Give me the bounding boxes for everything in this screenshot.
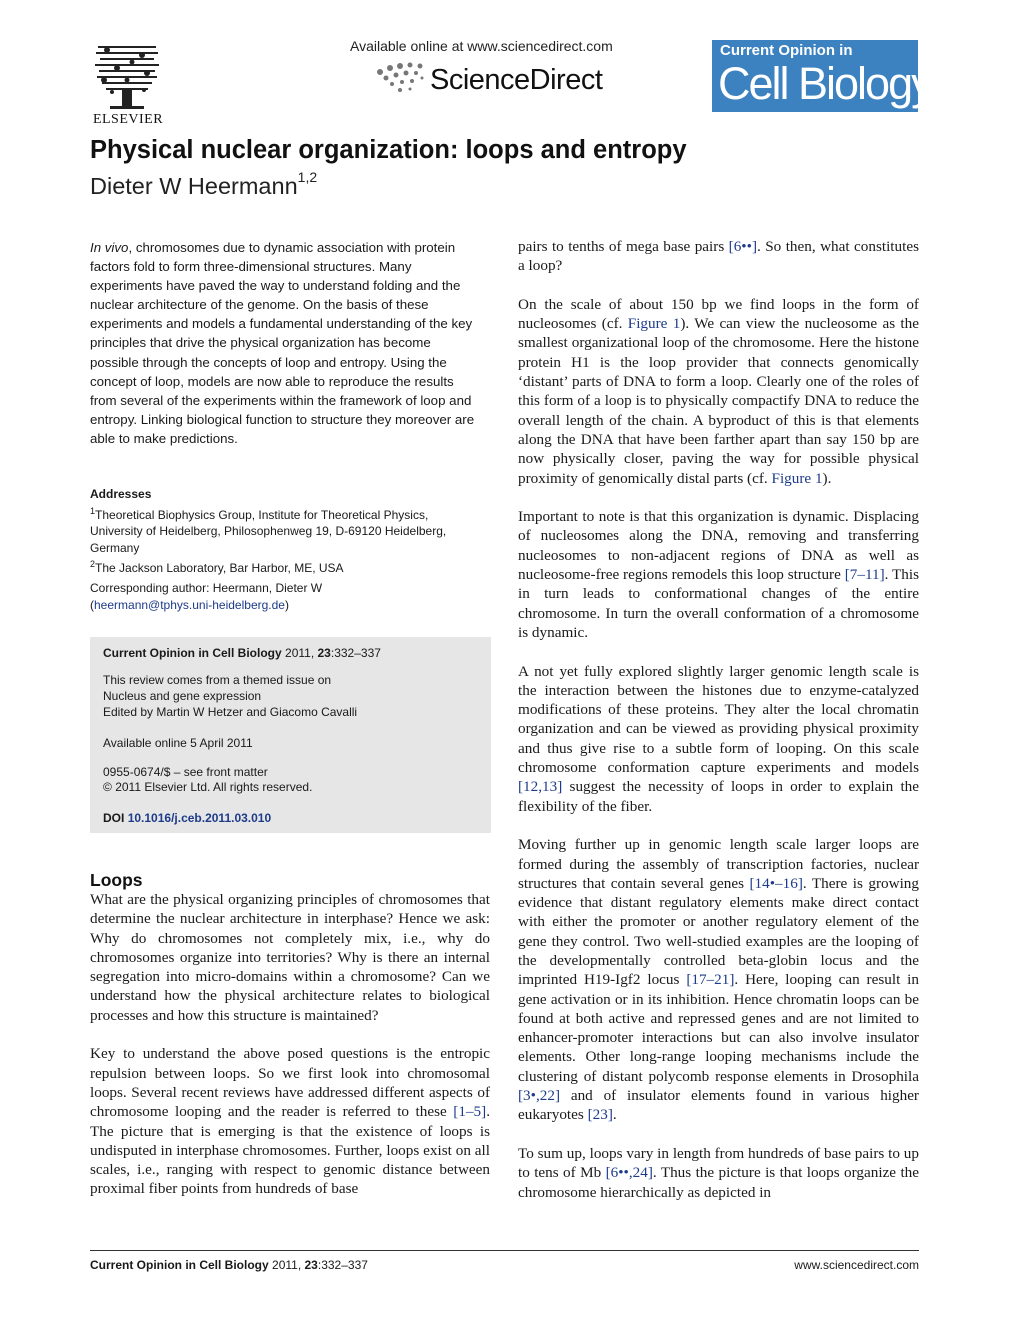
footer-url[interactable]: www.sciencedirect.com [794, 1258, 919, 1272]
abstract [90, 238, 482, 448]
issn-line: 0955-0674/$ – see front matter [103, 765, 268, 779]
doi-line: DOI 10.1016/j.ceb.2011.03.010 [103, 811, 272, 825]
author-name: Dieter W Heermann [90, 173, 298, 199]
left-column-body [90, 890, 490, 1218]
paragraph: Important to note is that this organization is dynamic. Displacing of nucleosomes along the DNA, removing and transferring nucleosomes to non-adjacent regions of DNA as well as nucleosome-free regions remodels this loop structure [7–11]. This in turn leads to conformational changes of the entire chromosome. In turn the overall conformation of a chromosome is dynamic. [518, 508, 920, 641]
addresses-heading: Addresses [90, 487, 152, 501]
citation-line: Current Opinion in Cell Biology 2011, 23:332–337 [103, 646, 381, 660]
paragraph: On the scale of about 150 bp we find loops in the form of nucleosomes (cf. Figure 1). We can view the nucleosome as the smallest organizational loop of the chromosome. Here the histone protein H1 is the loop provider that connects genomically ‘distant’ parts of DNA to form a loop. Clearly one of the roles of this form of a loop is to physically compactify DNA to reduce the overall length of the chain. A byproduct of this is that elements along the DNA that have been farther apart than say 150 bp are now physically closer, paving the way for possible physical proximity of genomically distal parts (cf. Figure 1). [518, 295, 919, 487]
paragraph: Key to understand the above posed questions is the entropic repulsion between loops. So we first look into chromosomal loops. Several recent reviews have addressed different aspects of chromosome looping and the reader is referred to these [1–5]. The picture that is emerging is that the existence of loops is undisputed in interphase chromosomes. Further, loops exist on all scales, i.e., ranging with respect to genomic distance between proximal fiber points from hundreds of base [90, 1045, 490, 1198]
footer-rule [90, 1250, 919, 1251]
address-item: $^2$The Jackson Laboratory, Bar Harbor, ME, USA [90, 559, 344, 575]
reference-link[interactable]: [17–21] [686, 971, 735, 989]
sciencedirect-logo [372, 58, 622, 100]
corresponding-label: Corresponding author: Heermann, Dieter W [90, 581, 323, 595]
paragraph: To sum up, loops vary in length from hundreds of base pairs to up to tens of Mb [6••,24]. Thus the picture is that loops organize the chromosome hierarchically as depicted in [518, 1144, 919, 1201]
reference-link[interactable]: [23] [587, 1106, 613, 1124]
sciencedirect-dots-icon [372, 58, 432, 98]
article-title: Physical nuclear organization: loops and entropy [90, 136, 687, 164]
paragraph: What are the physical organizing principles of chromosomes that determine the nuclear architecture in interphase? Hence we ask: Why do chromosomes not completely mix, i.e., why do chromosomes organize into territories? Why is there an internal segregation into micro-domains within a chromosome? Can we understand how the physical architecture relates to biological processes and how this structure is maintained? [90, 891, 490, 1024]
author-line [90, 169, 317, 200]
abstract-text: , chromosomes due to dynamic association with protein factors fold to form three-dimensional structures. Many experiments have paved the way to understand folding and the nuclear architecture of the genome. On the basis of these experiments and models a fundamental understanding of the key principles that drive the physical organization has become possible through the concepts of loop and entropy. Using the concept of loop, models are now able to reproduce the results from several of the experiments within the framework of loop and entropy. Linking biological function to structure they moreover are able to make predictions. [90, 240, 475, 446]
copyright-symbol: © [103, 780, 112, 794]
reference-link[interactable]: [6••] [728, 238, 757, 255]
figure-link[interactable]: Figure 1 [627, 315, 681, 333]
section-heading: Loops [90, 870, 143, 890]
paragraph: Moving further up in genomic length scale larger loops are formed during the assembly of transcription factories, nuclear structures that contain several genes [14•–16]. There is growing evidence that distant regulatory elements make direct contact with either the promoter or another regulatory element of the gene they control. Two well-studied examples are the looping of the developmentally controlled beta-globin locus and the imprinted H19-Igf2 locus [17–21]. Here, looping can result in gene activation or in its inhibition. Hence chromatin loops can be found at both active and repressed genes and are not limited to enhancer-promoter interactions but can also involve insulator elements. Other long-range looping mechanisms include the clustering of distant polycomb response elements in Drosophila [3•,22] and of insulator elements found in various higher eukaryotes [23]. [518, 836, 919, 1124]
footer-citation: Current Opinion in Cell Biology 2011, 23:332–337 [90, 1258, 368, 1272]
author-affiliations: 1,2 [297, 169, 318, 185]
reference-link[interactable]: [3•,22] [518, 1087, 561, 1105]
abstract-emphasis: In vivo [90, 240, 129, 255]
figure-link[interactable]: Figure 1 [771, 469, 823, 487]
paragraph: A not yet fully explored slightly larger genomic length scale is the interaction between the histones due to enzyme-catalyzed modifications of these proteins. They alter the local chromatin organization and can be viewed as providing physical proximity and thus give rise to a subtle form of looping. On this scale chromosome conformation capture experiments and models [12,13] suggest the necessity of loops in order to explain the flexibility of the fiber. [518, 662, 919, 815]
journal-logo-top: Current Opinion in [720, 42, 853, 59]
corresponding-email-link[interactable]: heermann@tphys.uni-heidelberg.de [94, 597, 285, 612]
paragraph: pairs to tenths of mega base pairs [6••]. So then, what constitutes a loop? [518, 238, 919, 275]
journal-logo [712, 40, 932, 112]
available-date: Available online 5 April 2011 [103, 736, 253, 750]
info-box [90, 637, 491, 833]
doi-link[interactable]: 10.1016/j.ceb.2011.03.010 [127, 811, 272, 825]
reference-link[interactable]: [1–5] [453, 1103, 487, 1121]
available-online-text: Available online at www.sciencedirect.com [350, 38, 613, 54]
address-item: $^1$Theoretical Biophysics Group, Institute for Theoretical Physics, University of Heidelberg, Philosophenweg 19, D-69120 Heidelberg, Germany [90, 505, 447, 555]
platform-name: ScienceDirect [430, 64, 603, 96]
editors-line: Edited by Martin W Hetzer and Giacomo Cavalli [103, 705, 358, 719]
elsevier-tree-icon [92, 40, 162, 112]
copyright-line: © 2011 Elsevier Ltd. All rights reserved. [103, 780, 313, 794]
addresses [90, 486, 482, 577]
elsevier-logo [88, 40, 168, 128]
reference-link[interactable]: [14•–16] [749, 874, 803, 892]
reference-link[interactable]: [7–11] [844, 566, 885, 584]
reference-link[interactable]: [6••,24] [605, 1164, 653, 1182]
publisher-name: ELSEVIER [92, 112, 164, 127]
themed-issue-name: Nucleus and gene expression [103, 689, 262, 703]
journal-logo-bottom: Cell Biology [718, 58, 932, 109]
themed-issue-line: This review comes from a themed issue on [103, 673, 332, 687]
right-column-body [518, 237, 919, 1221]
reference-link[interactable]: [12,13] [518, 778, 563, 796]
corresponding-author: Corresponding author: Heermann, Dieter W (heermann@tphys.uni-heidelberg.de) [90, 580, 482, 613]
